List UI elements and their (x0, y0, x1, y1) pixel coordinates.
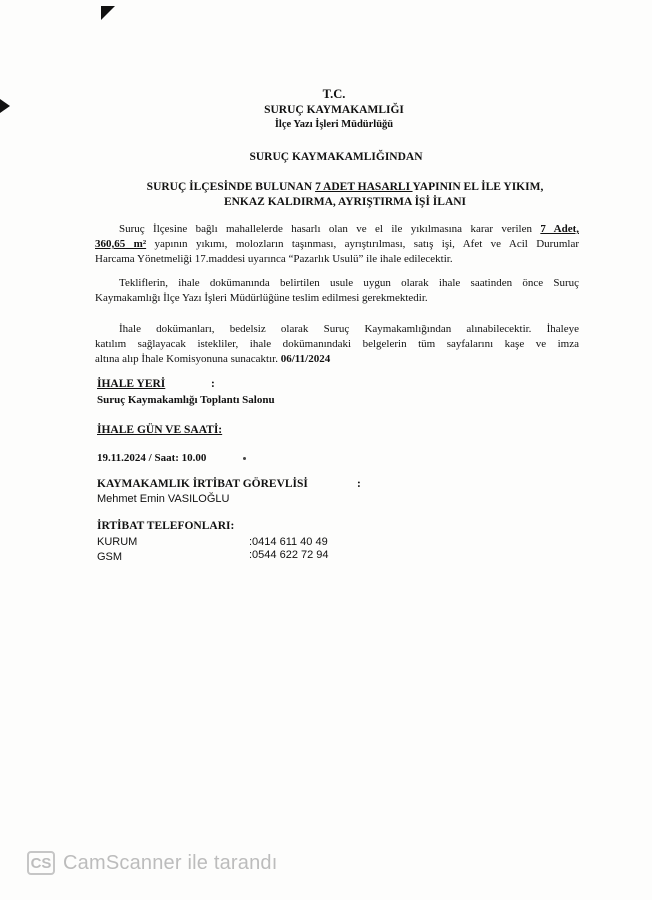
paragraph-line (95, 352, 579, 367)
paragraph-line: Harcama Yönetmeliği 17.maddesi uyarınca “Pazarlık Usulü” ile ihale edilecektir. (95, 253, 453, 265)
subject-text: SURUÇ İLÇESİNDE BULUNAN (146, 181, 316, 193)
authority-heading: SURUÇ KAYMAKAMLIĞI (264, 104, 404, 116)
tender-place-label: İHALE YERİ (97, 378, 166, 390)
contact-colon: : (357, 478, 361, 490)
paragraph-text: yapının yıkımı, molozların taşınması, ayrıştırılması, satış işi, Afet ve Acil Durumlar (146, 238, 579, 250)
paragraph-line: İhale dokümanları, bedelsiz olarak Suruç Kaymakamlığından alınabilecektir. İhaleye (119, 323, 579, 335)
area-text: 360,65 m² (95, 238, 147, 250)
paragraph-line (95, 222, 579, 237)
tender-time-label: İHALE GÜN VE SAATİ: (97, 424, 223, 436)
stray-dot (243, 457, 246, 460)
paragraph-line: katılım sağlayacak istekliler, ihale dokümanındaki belgelerin tüm sayfalarını kaşe ve imza (95, 338, 579, 350)
paragraph-scope (95, 222, 579, 267)
subject-line-2: ENKAZ KALDIRMA, AYRIŞTIRMA İŞİ İLANI (223, 196, 467, 208)
contact-label: KAYMAKAMLIK İRTİBAT GÖREVLİSİ (97, 478, 308, 490)
paragraph-documents (95, 322, 579, 367)
country-heading: T.C. (322, 87, 346, 101)
paragraph-line: Tekliflerin, ihale dokümanında belirtilen usule uygun olarak ihale saatinden önce Suruç (119, 277, 579, 289)
tender-time-value: 19.11.2024 / Saat: 10.00 (97, 452, 207, 464)
quantity-text: 7 Adet, (540, 223, 579, 235)
phone-number-gsm: :0544 622 72 94 (249, 549, 329, 561)
announcement-date: 06/11/2024 (280, 353, 331, 365)
paragraph-text: Suruç İlçesine bağlı mahallelerde hasarlı olan ve el ile yıkılmasına karar verilen (119, 223, 541, 235)
paragraph-text: altına alıp İhale Komisyonuna sunacaktır. (95, 353, 281, 365)
paragraph-line (95, 237, 579, 252)
phones-label: İRTİBAT TELEFONLARI: (97, 520, 235, 532)
paragraph-submission (95, 276, 579, 306)
tender-place-value: Suruç Kaymakamlığı Toplantı Salonu (97, 394, 275, 406)
phone-name-gsm: GSM (97, 551, 123, 563)
tender-place-colon: : (211, 378, 215, 390)
phone-name-kurum: KURUM (97, 536, 138, 548)
subject-line-1 (110, 180, 580, 195)
department-heading: İlçe Yazı İşleri Müdürlüğü (274, 119, 394, 130)
phone-number-kurum: :0414 611 40 49 (249, 536, 328, 548)
issuer-heading: SURUÇ KAYMAKAMLIĞINDAN (249, 151, 423, 163)
paragraph-line: Kaymakamlığı İlçe Yazı İşleri Müdürlüğüne teslim edilmesi gerekmektedir. (95, 292, 428, 304)
scanner-watermark (27, 849, 278, 877)
camscanner-logo-icon: CS (27, 851, 55, 875)
subject-underlined: 7 ADET HASARLI (315, 181, 413, 193)
watermark-text: CamScanner ile tarandı (63, 851, 278, 874)
corner-crop-mark (101, 6, 115, 20)
contact-name: Mehmet Emin VASILOĞLU (97, 493, 230, 505)
subject-text: YAPININ EL İLE YIKIM, (412, 181, 544, 193)
